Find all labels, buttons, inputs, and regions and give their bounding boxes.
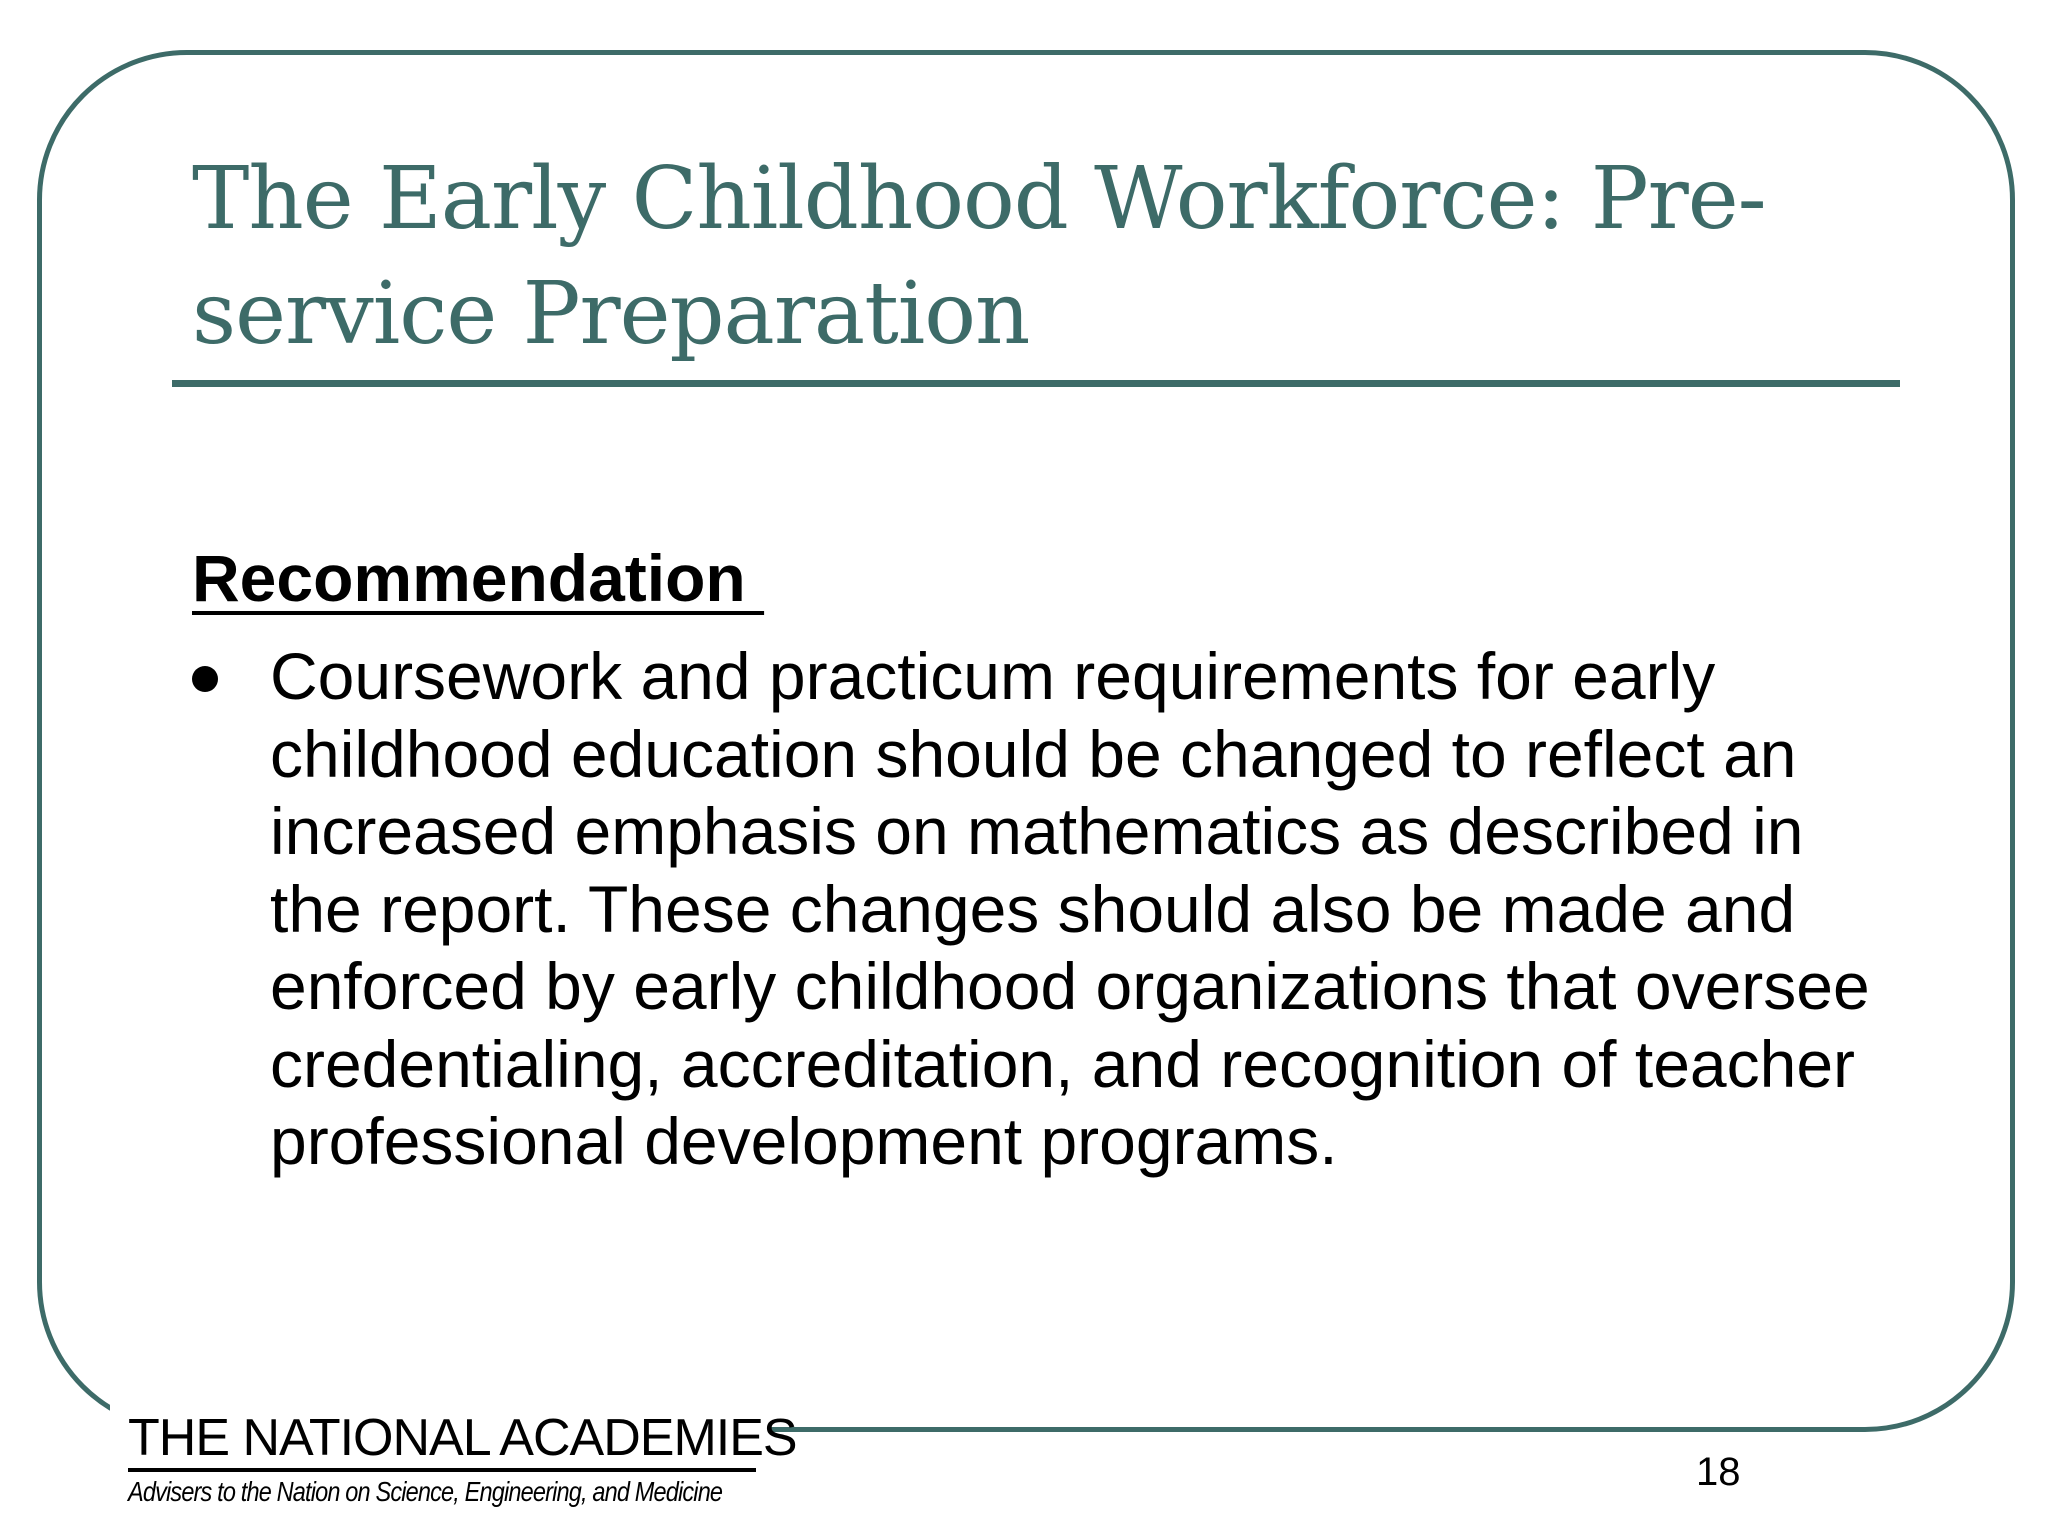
bullet-icon: [192, 666, 218, 692]
bullet-text: Coursework and practicum requirements for early childhood education should be changed to reflect an increased emphasis on mathematics as described in the report. These changes should also be made and enforced by early childhood organizations that oversee credentialing, accreditation, and recognition of teacher professional development programs.: [270, 639, 1870, 1178]
title-divider: [172, 380, 1900, 387]
national-academies-logo: [128, 1409, 797, 1512]
page-number: 18: [1696, 1450, 1741, 1494]
recommendation-heading: Recommendation: [192, 541, 765, 615]
logo-tagline: Advisers to the Nation on Science, Engineering, and Medicine: [128, 1476, 723, 1507]
logo-name: THE NATIONAL ACADEMIES: [128, 1409, 797, 1467]
slide-title: The Early Childhood Workforce: Pre-service Preparation: [192, 149, 1766, 364]
